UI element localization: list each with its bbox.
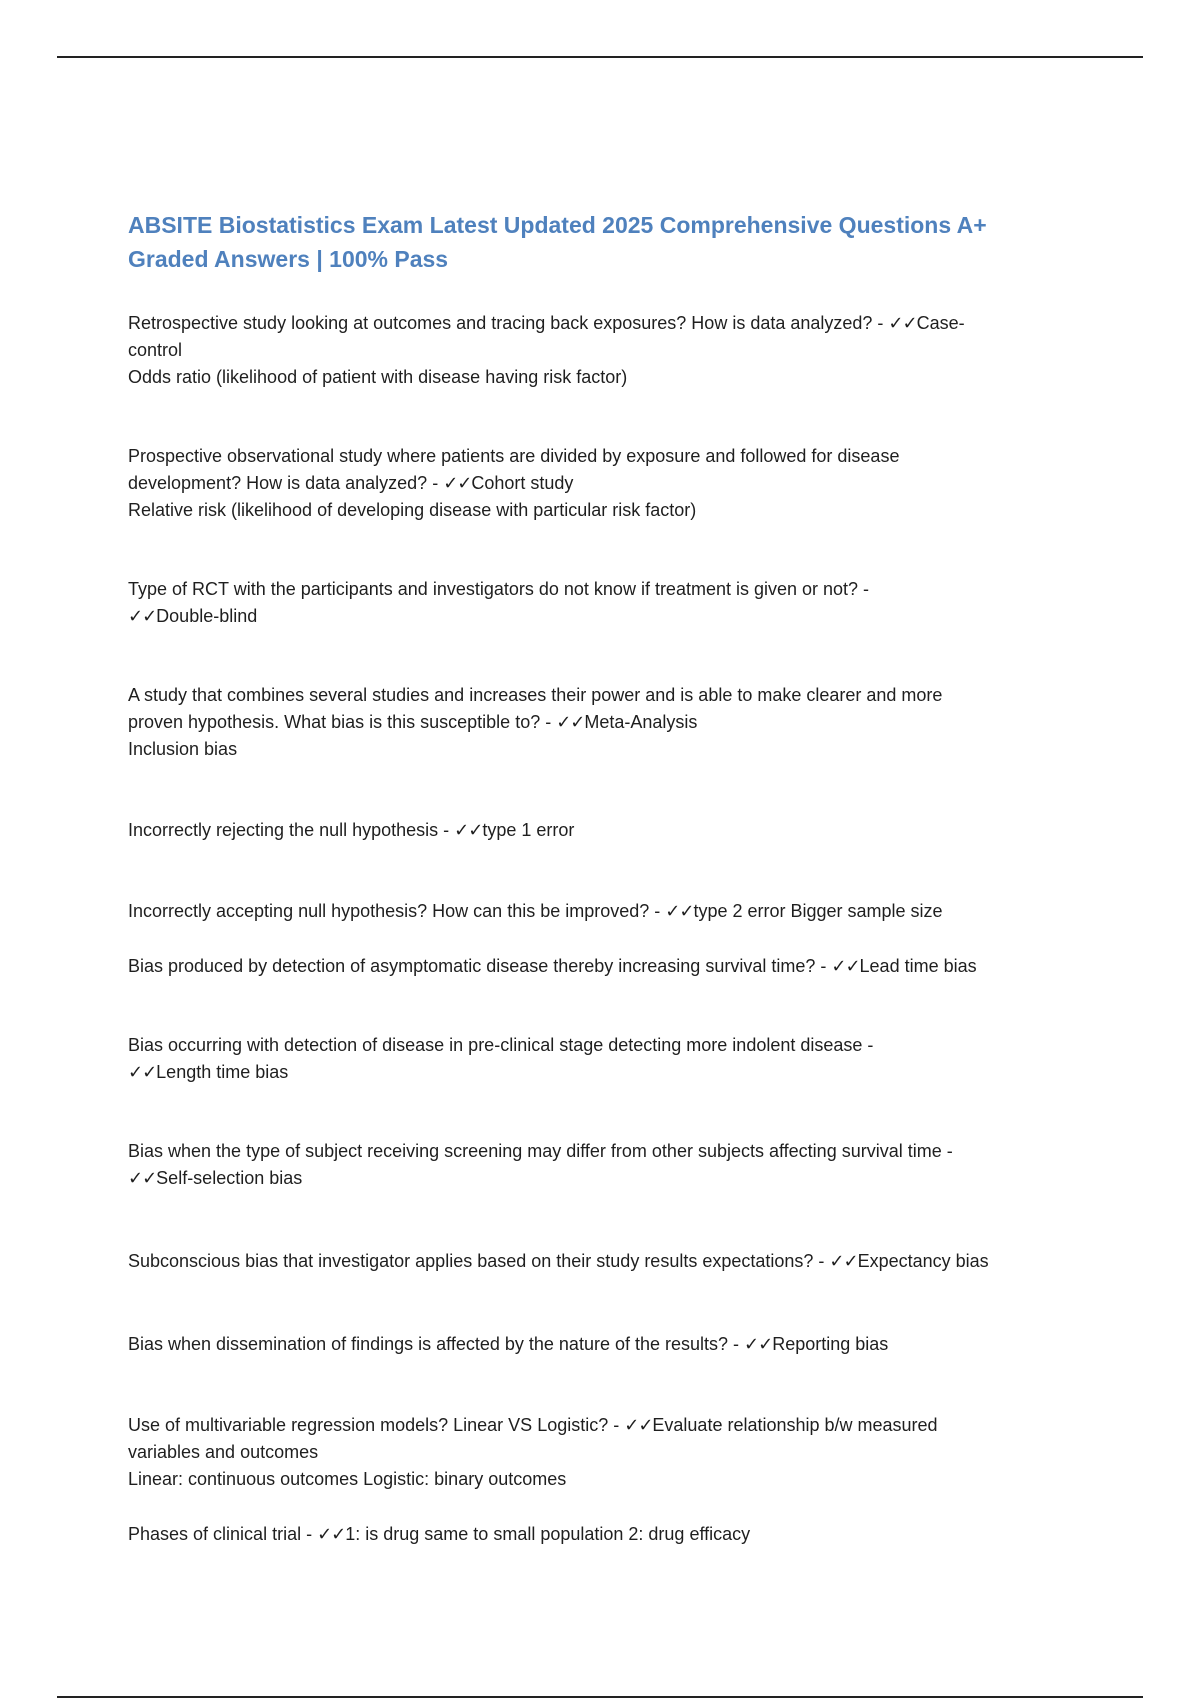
qa-question-line [128, 470, 1088, 497]
qa-question-line [128, 310, 1088, 337]
qa-question-line [128, 1059, 1088, 1086]
check-marks-icon: ✓✓ [888, 313, 917, 333]
qa-continuation: control [128, 340, 183, 360]
qa-question-line [128, 709, 1088, 736]
document-title [128, 208, 1088, 276]
qa-answer: Cohort study [471, 473, 574, 493]
qa-answer: Case- [916, 313, 965, 333]
check-marks-icon: ✓✓ [744, 1334, 773, 1354]
check-marks-icon: ✓✓ [556, 712, 585, 732]
qa-item [128, 1248, 1088, 1275]
top-rule [57, 56, 1143, 58]
check-marks-icon: ✓✓ [829, 1251, 858, 1271]
qa-item [128, 682, 1088, 763]
qa-question: Use of multivariable regression models? Linear VS Logistic? - [128, 1415, 625, 1435]
qa-question-line [128, 1412, 1088, 1439]
qa-continuation: Odds ratio (likelihood of patient with disease having risk factor) [128, 367, 628, 387]
qa-answer: type 1 error [482, 820, 575, 840]
document-body [128, 208, 1088, 1548]
qa-continuation: Relative risk (likelihood of developing disease with particular risk factor) [128, 500, 697, 520]
qa-question-line [128, 817, 1088, 844]
qa-item [128, 1331, 1088, 1358]
qa-list [128, 310, 1088, 1548]
qa-question: Incorrectly accepting null hypothesis? How can this be improved? - [128, 901, 666, 921]
title-line-2: Graded Answers | 100% Pass [128, 246, 449, 272]
qa-question-line [128, 1248, 1088, 1275]
qa-item [128, 1032, 1088, 1086]
qa-answer: Length time bias [156, 1062, 289, 1082]
qa-question: proven hypothesis. What bias is this susceptible to? - [128, 712, 557, 732]
title-line-1: ABSITE Biostatistics Exam Latest Updated 2025 Comprehensive Questions A+ [128, 212, 987, 238]
qa-answer: Evaluate relationship b/w measured [652, 1415, 938, 1435]
qa-answer: Lead time bias [859, 956, 977, 976]
check-marks-icon: ✓✓ [128, 606, 157, 626]
check-marks-icon: ✓✓ [317, 1524, 346, 1544]
qa-answer: Self-selection bias [156, 1168, 303, 1188]
qa-question-line [128, 1521, 1088, 1548]
qa-question: Retrospective study looking at outcomes and tracing back exposures? How is data analyzed? - [128, 313, 889, 333]
check-marks-icon: ✓✓ [128, 1062, 157, 1082]
qa-answer: type 2 error Bigger sample size [693, 901, 943, 921]
qa-question-lead: Prospective observational study where patients are divided by exposure and followed for disease [128, 446, 900, 466]
bottom-rule [57, 1696, 1143, 1698]
qa-question-line [128, 603, 1088, 630]
check-marks-icon: ✓✓ [128, 1168, 157, 1188]
qa-question-lead: A study that combines several studies and increases their power and is able to make clearer and more [128, 685, 943, 705]
qa-question: Phases of clinical trial - [128, 1524, 318, 1544]
qa-question: Bias produced by detection of asymptomatic disease thereby increasing survival time? - [128, 956, 832, 976]
qa-item [128, 1138, 1088, 1192]
qa-item [128, 576, 1088, 630]
qa-item [128, 1521, 1088, 1548]
qa-question: development? How is data analyzed? - [128, 473, 444, 493]
qa-item [128, 898, 1088, 925]
qa-question: Incorrectly rejecting the null hypothesis - [128, 820, 455, 840]
qa-question-line [128, 953, 1088, 980]
check-marks-icon: ✓✓ [831, 956, 860, 976]
qa-answer: Meta-Analysis [584, 712, 698, 732]
qa-answer: Expectancy bias [857, 1251, 989, 1271]
qa-question-lead: Bias occurring with detection of disease in pre-clinical stage detecting more indolent disease - [128, 1035, 874, 1055]
qa-answer: Double-blind [156, 606, 258, 626]
qa-question-line [128, 898, 1088, 925]
qa-question: Bias when dissemination of findings is affected by the nature of the results? - [128, 1334, 745, 1354]
qa-question-line [128, 1331, 1088, 1358]
qa-item [128, 953, 1088, 980]
check-marks-icon: ✓✓ [624, 1415, 653, 1435]
check-marks-icon: ✓✓ [443, 473, 472, 493]
qa-question: Subconscious bias that investigator applies based on their study results expectations? - [128, 1251, 830, 1271]
qa-continuation: Inclusion bias [128, 739, 238, 759]
qa-item [128, 443, 1088, 524]
qa-question-lead: Type of RCT with the participants and investigators do not know if treatment is given or not? - [128, 579, 870, 599]
qa-answer: Reporting bias [772, 1334, 889, 1354]
qa-item [128, 1412, 1088, 1493]
qa-item [128, 817, 1088, 844]
qa-continuation: Linear: continuous outcomes Logistic: binary outcomes [128, 1469, 567, 1489]
qa-answer: 1: is drug same to small population 2: drug efficacy [345, 1524, 751, 1544]
check-marks-icon: ✓✓ [454, 820, 483, 840]
qa-question-lead: Bias when the type of subject receiving screening may differ from other subjects affecting survival time - [128, 1141, 953, 1161]
qa-item [128, 310, 1088, 391]
qa-continuation: variables and outcomes [128, 1442, 319, 1462]
check-marks-icon: ✓✓ [665, 901, 694, 921]
qa-question-line [128, 1165, 1088, 1192]
